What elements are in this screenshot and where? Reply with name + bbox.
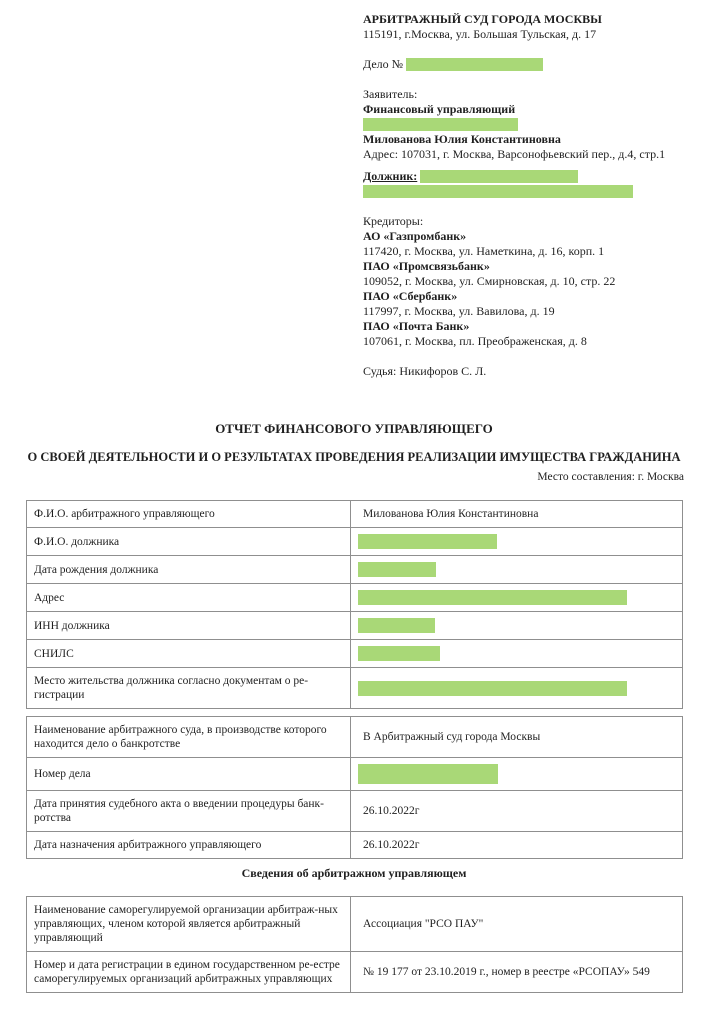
row-label: Адрес xyxy=(27,584,351,612)
creditor-name: ПАО «Промсвязьбанк» xyxy=(363,259,490,273)
table-row xyxy=(27,584,683,612)
redacted-debtor-details xyxy=(363,185,633,198)
table-row xyxy=(27,758,683,791)
row-label: СНИЛС xyxy=(27,640,351,668)
creditor-address: 117420, г. Москва, ул. Наметкина, д. 16, корп. 1 xyxy=(363,244,605,258)
row-label: Номер дела xyxy=(27,758,351,791)
spacer xyxy=(363,42,669,57)
table-row xyxy=(27,897,683,952)
court-address: 115191, г.Москва, ул. Большая Тульская, д. 17 xyxy=(363,27,597,41)
row-label: Место жительства должника согласно документам о ре-гистрации xyxy=(27,668,351,709)
judge-line: Судья: Никифоров С. Л. xyxy=(363,364,487,378)
applicant-label: Заявитель: xyxy=(363,87,418,101)
section-heading-manager-info: Сведения об арбитражном управляющем xyxy=(241,866,467,880)
table-row xyxy=(27,528,683,556)
creditors-label: Кредиторы: xyxy=(363,214,424,228)
row-label: Дата рождения должника xyxy=(27,556,351,584)
spacer xyxy=(363,349,669,364)
row-value: 26.10.2022г xyxy=(351,832,683,859)
row-value xyxy=(351,612,683,640)
table-row xyxy=(27,501,683,528)
creditor-name: ПАО «Сбербанк» xyxy=(363,289,458,303)
row-value: № 19 177 от 23.10.2019 г., номер в реестре «РСОПАУ» 549 xyxy=(351,952,683,993)
creditor-address: 109052, г. Москва, ул. Смирновская, д. 10, стр. 22 xyxy=(363,274,616,288)
report-title-line2: О СВОЕЙ ДЕЯТЕЛЬНОСТИ И О РЕЗУЛЬТАТАХ ПРОВЕДЕНИЯ РЕАЛИЗАЦИИ ИМУЩЕСТВА ГРАЖДАНИНА xyxy=(27,450,681,464)
spacer xyxy=(363,199,669,214)
table-row xyxy=(27,612,683,640)
redacted-applicant-name xyxy=(363,118,518,131)
table-row xyxy=(27,791,683,832)
row-value xyxy=(351,758,683,791)
redacted-value xyxy=(358,534,497,549)
manager-address: Адрес: 107031, г. Москва, Варсонофьевский пер., д.4, стр.1 xyxy=(363,147,666,161)
case-number-line xyxy=(363,57,669,72)
spacer xyxy=(363,72,669,87)
row-label: Ф.И.О. арбитражного управляющего xyxy=(27,501,351,528)
spacer xyxy=(363,162,669,169)
row-label: Дата принятия судебного акта о введении процедуры банк-ротства xyxy=(27,791,351,832)
creditor-address: 107061, г. Москва, пл. Преображенская, д. 8 xyxy=(363,334,587,348)
row-label: ИНН должника xyxy=(27,612,351,640)
court-header-block xyxy=(363,12,669,379)
applicant-role: Финансовый управляющий xyxy=(363,102,516,116)
debtor-label: Должник: xyxy=(363,169,418,183)
court-name: АРБИТРАЖНЫЙ СУД ГОРОДА МОСКВЫ xyxy=(363,12,602,26)
table-row xyxy=(27,640,683,668)
redacted-debtor-line2-wrap xyxy=(363,184,669,199)
debtor-line xyxy=(363,169,669,184)
row-label: Ф.И.О. должника xyxy=(27,528,351,556)
redacted-value xyxy=(358,590,627,605)
row-value: 26.10.2022г xyxy=(351,791,683,832)
manager-info-table xyxy=(26,896,683,993)
case-info-table xyxy=(26,716,683,859)
row-label: Номер и дата регистрации в едином государственном ре-естре саморегулируемых организаций арбитражных управляющих xyxy=(27,952,351,993)
table-row xyxy=(27,556,683,584)
row-value xyxy=(351,584,683,612)
row-label: Дата назначения арбитражного управляющего xyxy=(27,832,351,859)
redacted-value xyxy=(358,646,440,661)
row-value xyxy=(351,528,683,556)
row-value xyxy=(351,556,683,584)
redacted-value xyxy=(358,618,435,633)
redacted-value xyxy=(358,562,436,577)
redacted-case-number xyxy=(406,58,543,71)
row-label: Наименование арбитражного суда, в производстве которого находится дело о банкротстве xyxy=(27,717,351,758)
redacted-value xyxy=(358,764,498,784)
case-number-label: Дело № xyxy=(363,57,404,71)
table-row xyxy=(27,832,683,859)
table-row xyxy=(27,668,683,709)
redacted-value xyxy=(358,681,627,696)
creditor-name: АО «Газпромбанк» xyxy=(363,229,467,243)
row-value xyxy=(351,640,683,668)
row-value: Ассоциация "РСО ПАУ" xyxy=(351,897,683,952)
debtor-info-table xyxy=(26,500,683,709)
row-label: Наименование саморегулируемой организации арбитраж-ных управляющих, членом которой является арбитражный управляющий xyxy=(27,897,351,952)
creditor-address: 117997, г. Москва, ул. Вавилова, д. 19 xyxy=(363,304,555,318)
place-of-preparation: Место составления: г. Москва xyxy=(537,471,684,483)
manager-name: Милованова Юлия Константиновна xyxy=(363,132,561,146)
row-value xyxy=(351,668,683,709)
redacted-applicant-line xyxy=(363,117,669,132)
row-value: В Арбитражный суд города Москвы xyxy=(351,717,683,758)
table-row xyxy=(27,952,683,993)
creditor-name: ПАО «Почта Банк» xyxy=(363,319,470,333)
row-value: Милованова Юлия Константиновна xyxy=(351,501,683,528)
table-row xyxy=(27,717,683,758)
report-title-line1: ОТЧЕТ ФИНАНСОВОГО УПРАВЛЯЮЩЕГО xyxy=(215,421,493,436)
redacted-debtor-name xyxy=(420,170,578,183)
